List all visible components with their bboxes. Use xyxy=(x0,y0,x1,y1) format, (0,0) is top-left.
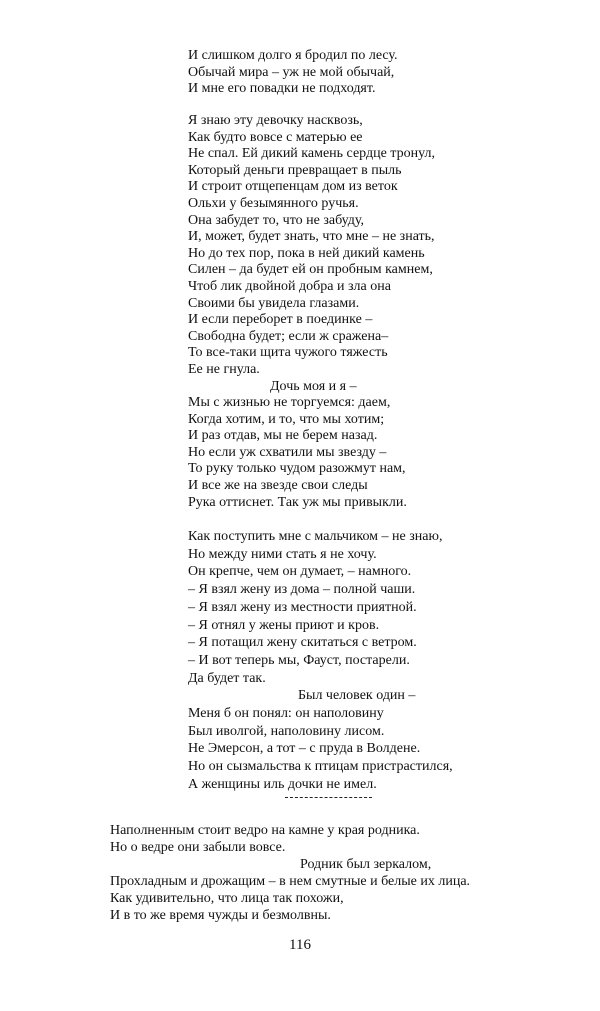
verse-line: Не спал. Ей дикий камень сердце тронул, xyxy=(188,146,435,162)
verse-line: – И вот теперь мы, Фауст, постарели. xyxy=(188,652,410,668)
verse-line: – Я отнял у жены приют и кров. xyxy=(188,617,380,633)
verse-line: Да будет так. xyxy=(188,670,266,686)
page-number: 116 xyxy=(289,937,311,953)
verse-line: И, может, будет знать, что мне – не знать, xyxy=(188,229,435,245)
verse-line: Который деньги превращает в пыль xyxy=(188,162,402,178)
verse-line: – Я взял жену из местности приятной. xyxy=(188,599,417,615)
verse-line: Она забудет то, что не забуду, xyxy=(188,212,365,228)
verse-line: Наполненным стоит ведро на камне у края родника. xyxy=(110,823,420,838)
verse-line: И в то же время чужды и безмолвны. xyxy=(110,908,331,923)
verse-line: Своими бы увидела глазами. xyxy=(188,295,360,311)
verse-line: Но он сызмальства к птицам пристрастился, xyxy=(188,759,453,775)
stanza-b xyxy=(188,113,435,511)
stanza-a xyxy=(188,48,398,98)
verse-line: Я знаю эту девочку насквозь, xyxy=(188,113,363,128)
verse-line: Ольхи у безымянного ручья. xyxy=(188,195,359,211)
verse-line: Не Эмерсон, а тот – с пруда в Волдене. xyxy=(188,741,421,757)
verse-line: Когда хотим, и то, что мы хотим; xyxy=(188,411,385,427)
verse-line: А женщины иль дочки не имел. xyxy=(188,776,377,792)
verse-line: – Я потащил жену скитаться с ветром. xyxy=(188,635,417,651)
verse-line: Ее не гнула. xyxy=(188,361,260,377)
verse-line: Как поступить мне с мальчиком – не знаю, xyxy=(188,529,443,544)
verse-line: Но между ними стать я не хочу. xyxy=(188,546,377,562)
verse-line: И раз отдав, мы не берем назад. xyxy=(188,428,378,444)
verse-line: Прохладным и дрожащим – в нем смутные и белые их лица. xyxy=(110,874,471,889)
verse-line: Как будто вовсе с матерью ее xyxy=(188,129,363,145)
section-divider xyxy=(285,797,372,798)
verse-line: Но до тех пор, пока в ней дикий камень xyxy=(188,245,425,261)
verse-line: Но если уж схватили мы звезду – xyxy=(188,444,387,460)
verse-line: Силен – да будет ей он пробным камнем, xyxy=(188,262,433,278)
verse-line: Меня б он понял: он наполовину xyxy=(188,706,384,722)
verse-line: Мы с жизнью не торгуемся: даем, xyxy=(188,395,391,411)
verse-line: И строит отщепенцам дом из веток xyxy=(188,179,398,195)
verse-line: Он крепче, чем он думает, – намного. xyxy=(188,564,412,580)
verse-line: Чтоб лик двойной добра и зла она xyxy=(188,278,391,294)
prose-block xyxy=(110,822,470,924)
verse-line: Обычай мира – уж не мой обычай, xyxy=(188,64,395,80)
verse-line: Был иволгой, наполовину лисом. xyxy=(188,723,385,739)
verse-line: И все же на звезде свои следы xyxy=(188,478,368,494)
verse-line: То руку только чудом разожмут нам, xyxy=(188,461,406,477)
verse-line: Рука оттиснет. Так уж мы привыкли. xyxy=(188,494,407,510)
verse-line: И слишком долго я бродил по лесу. xyxy=(188,48,398,63)
verse-line: Свободна будет; если ж сражена– xyxy=(188,328,389,344)
verse-line: И если переборет в поединке – xyxy=(188,312,373,328)
verse-line: И мне его повадки не подходят. xyxy=(188,81,376,97)
verse-line-indented: Дочь моя и я – xyxy=(270,378,357,394)
stanza-c xyxy=(188,528,453,794)
verse-line: Как удивительно, что лица так похожи, xyxy=(110,891,344,906)
verse-line: – Я взял жену из дома – полной чаши. xyxy=(188,582,416,598)
verse-line-indented: Был человек один – xyxy=(298,688,416,704)
verse-line-indented: Родник был зеркалом, xyxy=(300,857,432,872)
verse-line: Но о ведре они забыли вовсе. xyxy=(110,840,286,855)
verse-line: То все-таки щита чужого тяжесть xyxy=(188,345,388,361)
